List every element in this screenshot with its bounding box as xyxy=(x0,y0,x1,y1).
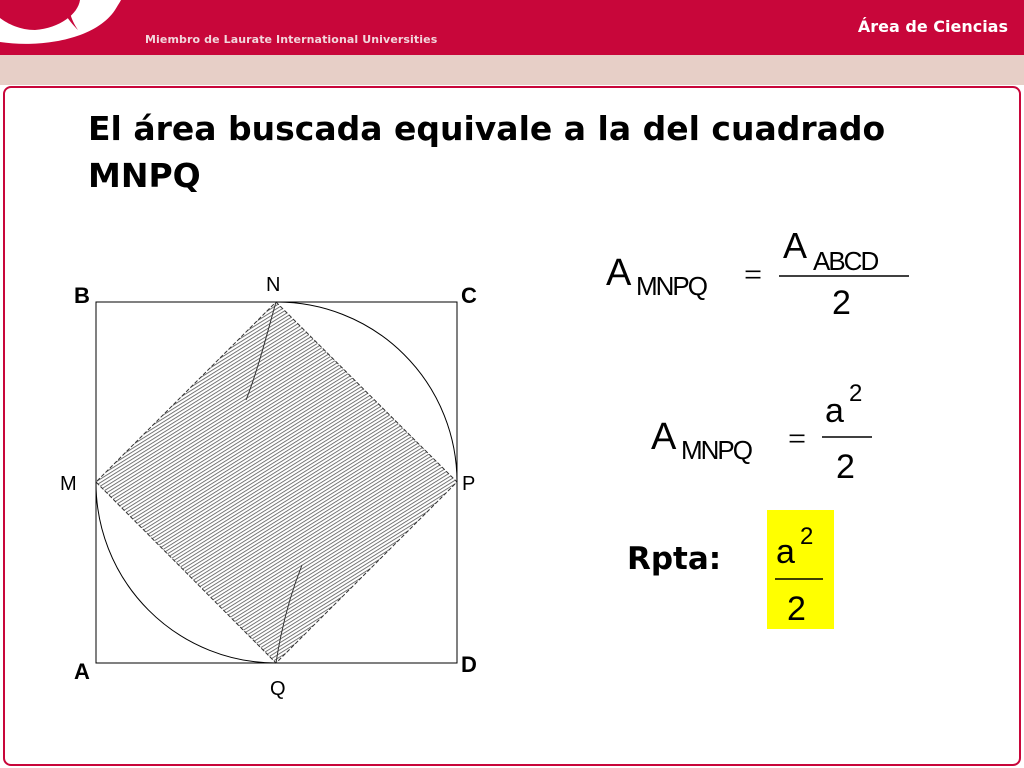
formula1-lhs-sub: MNPQ xyxy=(636,271,706,301)
label-m: M xyxy=(60,473,77,495)
label-c: C xyxy=(461,283,477,308)
formula2-num-exp: 2 xyxy=(849,380,863,407)
answer-num-base: a xyxy=(776,533,795,571)
header-tagline: Miembro de Laurate International Universities xyxy=(145,33,438,46)
label-b: B xyxy=(74,283,90,308)
formula1-den: 2 xyxy=(832,284,851,322)
formula1-equals: = xyxy=(744,256,763,292)
answer-label: Rpta: xyxy=(627,541,722,577)
formula1-num-sub: ABCD xyxy=(813,246,878,276)
label-d: D xyxy=(461,652,477,677)
formula2-num-base: a xyxy=(825,392,844,430)
formula1-lhs-symbol: A xyxy=(606,252,632,294)
formula2-equals: = xyxy=(788,420,807,456)
formula2-lhs-symbol: A xyxy=(651,416,677,458)
slide-title: El área buscada equivale a la del cuadrado MNPQ xyxy=(88,109,886,195)
answer-den: 2 xyxy=(787,590,806,628)
formula2-lhs-sub: MNPQ xyxy=(681,435,751,465)
formula2-den: 2 xyxy=(836,448,855,486)
label-n: N xyxy=(266,274,281,296)
formula-area-a-squared xyxy=(651,380,872,486)
label-p: P xyxy=(462,473,476,495)
header-area-title: Área de Ciencias xyxy=(857,17,1008,36)
label-q: Q xyxy=(270,678,286,700)
formula-area-ratio xyxy=(606,225,909,322)
formula-answer xyxy=(775,523,823,628)
formula1-num-symbol: A xyxy=(783,225,808,266)
label-a: A xyxy=(74,659,90,684)
answer-num-exp: 2 xyxy=(800,523,814,550)
shaded-square-mnpq xyxy=(96,302,457,663)
